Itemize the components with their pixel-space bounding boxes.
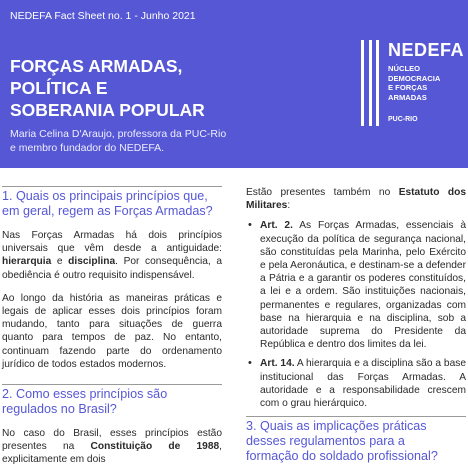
article-label: Art. 2. [260, 220, 293, 232]
article-text: A hierarquia e a disciplina são a base institucional das Forças Armadas. A autoridade e a responsabilidade crescem com o grau hierárquico. [260, 358, 466, 410]
paragraph [246, 186, 466, 212]
heading-line: 2. Como esses princípios são [2, 387, 168, 402]
bold-text: Constituição de 1988 [90, 441, 220, 453]
title-line: FORÇAS ARMADAS, POLÍTICA E [10, 56, 183, 98]
logo-subtitle-line: ARMADAS [388, 92, 427, 102]
author-info [10, 127, 226, 155]
text: : [287, 200, 291, 212]
logo-subtitle-line: DEMOCRACIA [388, 73, 441, 83]
heading-line: formação do soldado profissional? [246, 449, 438, 464]
section-heading-1 [2, 189, 222, 219]
text: e [51, 256, 69, 268]
paragraph [2, 229, 222, 282]
heading-line: regulados no Brasil? [2, 402, 117, 417]
right-column [246, 186, 466, 464]
logo-subtitle [388, 64, 440, 102]
text: . Por consequência, a obediência é outro requisito indispensável. [2, 256, 222, 281]
left-column [2, 186, 222, 467]
series-label: NEDEFA Fact Sheet no. 1 - Junho 2021 [10, 10, 196, 22]
article-label: Art. 14. [260, 358, 295, 370]
text: Estão presentes também no [246, 187, 399, 198]
section-divider [246, 416, 466, 417]
vertical-bars-icon [361, 40, 379, 126]
page-title [10, 55, 260, 121]
header-banner [0, 0, 468, 168]
bold-text: Estatuto dos Militares [246, 187, 466, 212]
heading-line: desses regulamentos para a [246, 434, 405, 449]
logo-subtitle-line: NÚCLEO [388, 64, 421, 73]
article-list [246, 219, 466, 410]
nedefa-logo [361, 40, 465, 130]
author-line: e membro fundador do NEDEFA. [10, 142, 165, 154]
heading-line: 1. Quais os principais princípios que, [2, 189, 208, 203]
paragraph: Ao longo da história as maneiras práticas e legais de aplicar esses dois princípios foram mudando, tanto para situações de guerra quanto para tempos de paz. No entanto, continuam fazendo parte do ordenamento jurídico de todos estados modernos. [2, 292, 222, 370]
logo-campus: PUC-RIO [388, 116, 418, 123]
paragraph [2, 427, 222, 467]
bullet-icon: • [248, 357, 252, 370]
list-item [246, 219, 466, 351]
section-heading-3 [246, 419, 466, 464]
text: Nas Forças Armadas há dois princípios universais que vêm desde a antiguidade: [2, 230, 222, 255]
author-line: Maria Celina D'Araujo, professora da PUC-Rio [10, 128, 227, 140]
logo-name: NEDEFA [388, 40, 465, 60]
bold-text: hierarquia [2, 256, 52, 268]
heading-line: 3. Quais as implicações práticas [246, 419, 427, 434]
section-divider [2, 384, 222, 385]
logo-subtitle-line: E FORÇAS [388, 83, 428, 93]
list-item [246, 357, 466, 410]
bullet-icon: • [248, 219, 252, 232]
section-divider [2, 186, 222, 187]
section-heading-2 [2, 387, 222, 417]
text: , explicitamente em dois [2, 441, 223, 466]
heading-line: em geral, regem as Forças Armadas? [2, 204, 213, 218]
bold-text: disciplina [68, 256, 116, 268]
text: No caso do Brasil, esses princípios estão presentes na [2, 428, 222, 453]
article-text: As Forças Armadas, essenciais à execução da política de segurança nacional, são constituídas pela Marinha, pelo Exército e pela Aeronáutica, e destinam-se a defender a Pátria e a garantir os poderes constituídos, a lei e a ordem. São instituições nacionais, permanentes e regulares, organizadas com base na hierarquia e na disciplina, sob a autoridade suprema do Presidente da República e dentro dos limites da lei. [260, 220, 466, 351]
title-line: SOBERANIA POPULAR [10, 100, 205, 120]
